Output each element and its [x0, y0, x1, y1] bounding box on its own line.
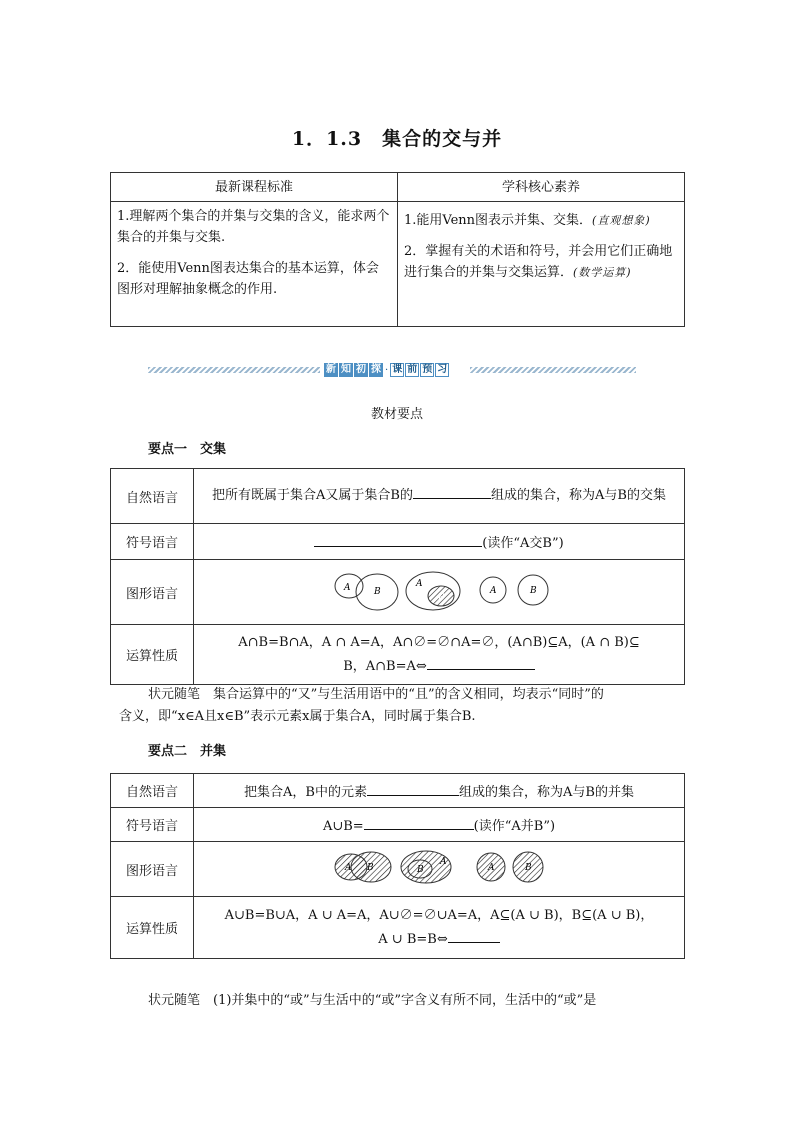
banner-stripe-right — [470, 367, 636, 373]
svg-text:A: A — [440, 857, 447, 867]
page-title: 1．1.3 集合的交与并 — [291, 128, 503, 150]
properties-label: 运算性质 — [111, 897, 194, 959]
properties-cell: A∩B=B∩A，A ∩ A=A，A∩∅=∅∩A=∅，(A∩B)⊆A，(A ∩ B)⊆ B，A∩B=A⇔ — [194, 625, 685, 685]
venn-union-overlap — [335, 852, 391, 882]
standard-item-1: 1.理解两个集合的并集与交集的含义，能求两个集合的并集与交集. — [117, 209, 390, 245]
symbol-language-label: 符号语言 — [111, 808, 194, 842]
standards-table — [110, 172, 685, 327]
banner-label: 新 知 初 探 · 课 前 预 习 — [326, 364, 448, 376]
symbol-language-label: 符号语言 — [111, 524, 194, 560]
intersection-venn-diagrams — [194, 560, 684, 620]
svg-text:A: A — [488, 863, 495, 873]
svg-text:B: B — [417, 865, 424, 875]
venn-overlap — [335, 574, 398, 610]
venn-diagrams-cell — [194, 842, 685, 897]
svg-text:B: B — [525, 863, 532, 873]
standards-content — [111, 202, 398, 327]
graph-language-label: 图形语言 — [111, 560, 194, 625]
graph-language-label: 图形语言 — [111, 842, 194, 897]
svg-text:B: B — [367, 863, 374, 873]
literacy-header: 学科核心素养 — [398, 173, 685, 202]
svg-text:A: A — [344, 583, 351, 593]
svg-text:B: B — [530, 586, 537, 596]
banner-stripe-left — [148, 367, 320, 373]
properties-cell: A∪B=B∪A，A ∪ A=A，A∪∅=∅∪A=A，A⊆(A ∪ B)，B⊆(A ∪ B)， A ∪ B=B⇔ — [194, 897, 685, 959]
point1-heading: 要点一 交集 — [148, 442, 227, 457]
natural-language-cell: 把所有既属于集合A又属于集合B的 组成的集合，称为A与B的交集 — [194, 469, 685, 524]
standard-item-2: 2．能使用Venn图表达集合的基本运算，体会图形对理解抽象概念的作用. — [117, 261, 379, 297]
section-banner — [148, 362, 636, 378]
venn-union-disjoint — [477, 852, 543, 882]
svg-text:B: B — [374, 587, 381, 597]
subtitle: 教材要点 — [370, 407, 423, 422]
natural-language-label: 自然语言 — [111, 469, 194, 524]
note1-line1: 状元随笔 集合运算中的“又”与生活用语中的“且”的含义相同，均表示“同时”的 — [148, 687, 604, 702]
symbol-language-cell: (读作“A交B”) — [194, 524, 685, 560]
venn-disjoint — [480, 575, 548, 605]
union-venn-diagrams — [194, 842, 684, 892]
symbol-language-cell: A∪B= (读作“A并B”) — [194, 808, 685, 842]
standards-header: 最新课程标准 — [111, 173, 398, 202]
venn-union-subset — [401, 851, 451, 883]
svg-text:B: B — [438, 593, 445, 603]
venn-subset — [406, 572, 460, 610]
literacy-item-1: 1.能用Venn图表示并集、交集．(直观想象) — [404, 213, 651, 228]
venn-diagrams-cell — [194, 560, 685, 625]
intersection-table — [110, 468, 685, 685]
natural-language-cell: 把集合A，B中的元素 组成的集合，称为A与B的并集 — [194, 774, 685, 808]
union-table — [110, 773, 685, 959]
literacy-item-2: 2．掌握有关的术语和符号，并会用它们正确地进行集合的并集与交集运算．(数学运算) — [404, 244, 673, 280]
point2-heading: 要点二 并集 — [148, 744, 227, 759]
literacy-content — [398, 202, 685, 327]
natural-language-label: 自然语言 — [111, 774, 194, 808]
svg-text:A: A — [345, 863, 352, 873]
properties-label: 运算性质 — [111, 625, 194, 685]
svg-text:A: A — [416, 579, 423, 589]
note2-line1: 状元随笔 (1)并集中的“或”与生活中的“或”字含义有所不同，生活中的“或”是 — [148, 993, 597, 1008]
svg-text:A: A — [490, 586, 497, 596]
note1-line2: 含义，即“x∈A且x∈B”表示元素x属于集合A，同时属于集合B. — [119, 709, 476, 724]
